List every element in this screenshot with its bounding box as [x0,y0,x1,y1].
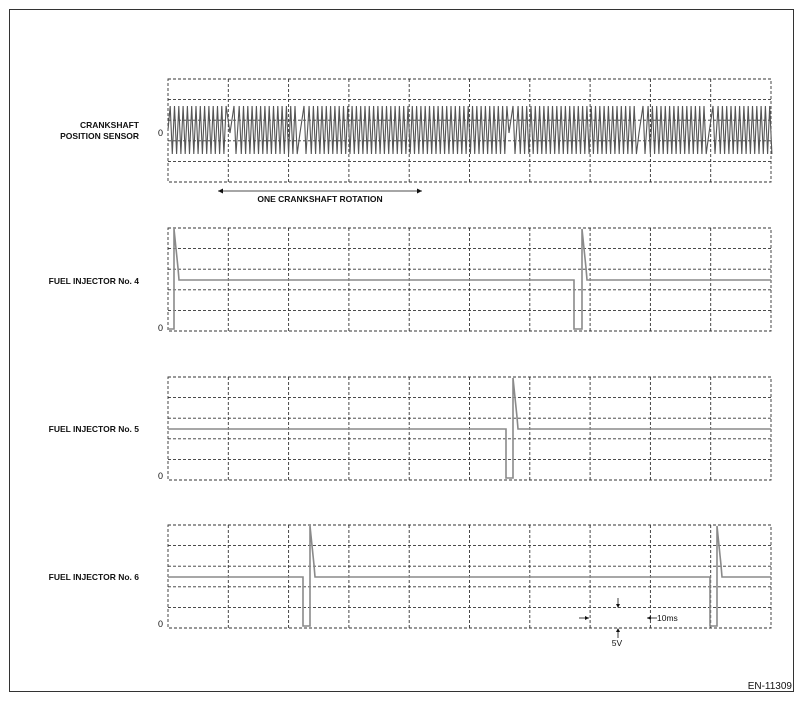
rotation-marker [218,189,422,205]
crankshaft-zero-label: 0 [158,128,164,138]
crankshaft-label-line-2: POSITION SENSOR [60,131,139,141]
grids [168,79,771,628]
voltage-arrow-up-icon [616,628,620,632]
traces [168,106,772,626]
injector-5-zero-label: 0 [158,471,164,481]
injector-5-label: FUEL INJECTOR No. 5 [48,424,139,434]
injector-6-label: FUEL INJECTOR No. 6 [48,572,139,582]
rotation-label: ONE CRANKSHAFT ROTATION [257,194,383,204]
scale-indicator [579,598,678,648]
injector-6-zero-label: 0 [158,619,164,629]
injector-4-zero-label: 0 [158,323,164,333]
voltage-scale-label: 5V [611,638,623,648]
time-arrow-left-icon [647,616,651,620]
figure-id: EN-11309 [747,681,792,692]
time-scale-label: 10ms [657,613,678,623]
crankshaft-sensor-trace [168,106,772,154]
rotation-arrow-right-icon [417,189,422,194]
injector-4-label: FUEL INJECTOR No. 4 [48,276,139,286]
time-arrow-right-icon [585,616,589,620]
crankshaft-label-line-1: CRANKSHAFT [79,120,139,130]
rotation-arrow-left-icon [218,189,223,194]
labels [49,120,163,629]
